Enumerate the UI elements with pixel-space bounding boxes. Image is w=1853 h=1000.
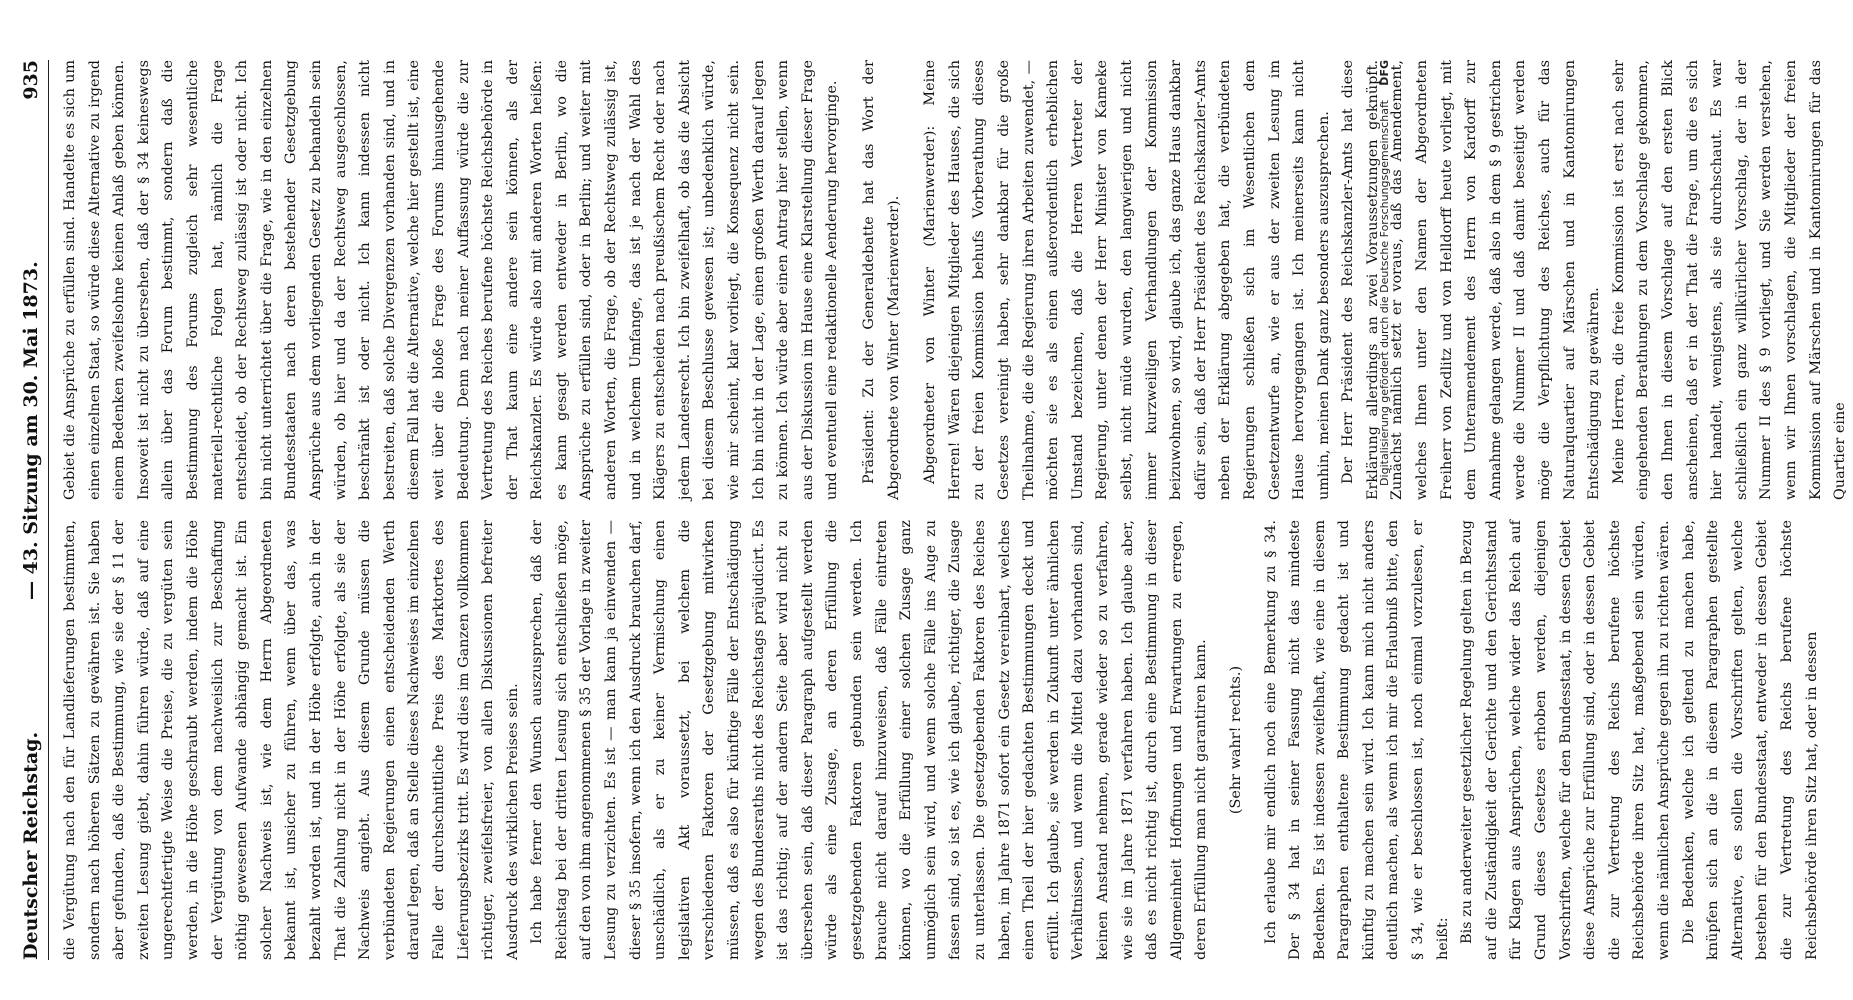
digitization-credit: Digitalisierung gefördert durch die Deutsche Forschungsgemeinschaft (1378, 100, 1391, 486)
paragraph: Abgeordneter von Winter (Marienwerder): Meine Herren! Wären diejenigen Mitglieder des Hauses, die sich zu der freien Kommission behufs Vorberathung dieses Gesetzes vereinigt haben, sehr dankbar für die große Theilnahme, die die Regierung ihren Arbeiten zuwendet, — möchten sie es als einen außerordentlich erheblichen Umstand bezeichnen, daß die Herren Vertreter der Regierung, unter denen der Herr Minister von Kameke selbst, nicht müde wurden, den langwierigen und nicht immer kurzweiligen Verhandlungen der Kommission beizuwohnen, so wird, glaube ich, das ganze Haus dankbar dafür sein, daß der Herr Präsident des Reichskanzler-Amts neben der Erklärung abgegeben hat, die verbündeten Regierungen schließen sich im Wesentlichen dem Gesetzentwurfe an, wie er aus der zweiten Lesung im Hause hervorgegangen ist. Ich meinerseits kann nicht umhin, meinen Dank ganz besonders auszusprechen. (922, 60, 1332, 500)
paragraph: Ich erlaube mir endlich noch eine Bemerkung zu § 34. Der § 34 hat in seiner Fassung nicht das mindeste Bedenken. Es ist indessen zweifelhaft, wie eine in diesem Paragraphen enthaltene Bestimmung gedacht ist und künftig zu machen sein wird. Ich kann mich nicht anders deutlich machen, als wenn ich mir die Erlaubniß bitte, den § 34, wie er beschlossen ist, noch einmal vorzulesen, er heißt: (1262, 520, 1451, 960)
paragraph: Ich habe ferner den Wunsch auszusprechen, daß der Reichstag bei der dritten Lesung sich entschließen möge, auf den von ihm angenommenen § 35 der Vorlage in zweiter Lesung zu verzichten. Es ist — man kann ja einwenden — dieser § 35 insofern, wenn ich den Ausdruck brauchen darf, unschädlich, als er zu keiner Vermischung einen legislativen Akt voraussetzt, bei welchem die verschiedenen Faktoren der Gesetzgebung mitwirken müssen, daß es also für künftige Fälle der Entschädigung wegen des Bundesraths nicht des Reichstags präjudicirt. Es ist das richtig; auf der andern Seite aber wird nicht zu übersehen sein, daß dieser Paragraph aufgestellt werden würde als eine Zusage, an deren Erfüllung die gesetzgebenden Faktoren gebunden sein werden. Ich brauche nicht darauf hinzuweisen, daß Fälle eintreten können, wo die Erfüllung einer solchen Zusage ganz unmöglich sein wird, und wenn solche Fälle ins Auge zu fassen sind, so ist es, wie ich glaube, richtiger, die Zusage zu unterlassen. Die gesetzgebenden Faktoren des Reiches haben, im Jahre 1871 sofort ein Gesetz vereinbart, welches einen Theil der hier gedachten Bestimmungen deckt und erfüllt. Ich glaube, sie werden in Zukunft unter ähnlichen Verhältnissen, und wenn die Mittel dazu vorhanden sind, keinen Anstand nehmen, gerade wieder so zu verfahren, wie sie im Jahre 1871 verfahren haben. Ich glaube aber, daß es nicht richtig ist, durch eine Bestimmung in dieser Allgemeinheit Hoffnungen und Erwartungen zu erregen, deren Erfüllung man nicht garantiren kann. (529, 520, 1210, 960)
applause-note: (Sehr wahr! rechts.) (1227, 665, 1244, 815)
paragraph: Meine Herren, die freie Kommission ist erst nach sehr eingehenden Berathungen zu dem Vorschlage gekommen, den Ihnen in diesem Vorschlage auf den ersten Blick anscheinen, daß er in der That die Frage, um die es sich hier handelt, wenigstens, als sie durchschaut. Es war schließlich ein ganz willkürlicher Vorschlag, der in der Nummer II des § 9 vorliegt, und Sie werden verstehen, wenn wir Ihnen vorschlagen, die Mitglieder der freien Kommission auf Märschen und in Kantonnirungen für das Quartier eine (1610, 60, 1849, 500)
dfg-logo: DFG (1378, 60, 1391, 86)
session-title: — 43. Sitzung am 30. Mai 1873. (20, 261, 42, 600)
left-column (58, 520, 1820, 960)
page-number: 935 (20, 60, 42, 100)
paragraph: Gebiet die Ansprüche zu erfüllen sind. Handelte es sich um einen einzelnen Staat, so würde diese Alternative zu irgend einem Bedenken zweifelsohne keinen Anlaß geben können. Insoweit ist nicht zu übersehen, daß der § 34 keineswegs allein über das Forum bestimmt, sondern daß die Bestimmung des Forums zugleich sehr wesentliche materiell-rechtliche Folgen hat, nämlich die Frage entscheidet, ob der Rechtsweg zulässig ist oder nicht. Ich bin nicht unterrichtet über die Frage, wie in den einzelnen Bundesstaaten nach deren bestehender Gesetzgebung Ansprüche aus dem vorliegenden Gesetz zu behandeln sein würden, ob hier und da der Rechtsweg ausgeschlossen, beschränkt ist oder nicht. Ich kann indessen nicht bestreiten, daß solche Divergenzen vorhanden sind, und in diesem Fall hat die Alternative, welche hier gestellt ist, eine weit über die bloße Frage des Forums hinausgehende Bedeutung. Denn nach meiner Auffassung würde die zur Vertretung des Reiches berufene höchste Reichsbehörde in der That kaum eine andere sein können, als der Reichskanzler. Es würde also mit anderen Worten heißen: es kann gesagt werden entweder in Berlin, wo die Ansprüche zu erfüllen sind, oder in Berlin; und weiter mit anderen Worten, die Frage, ob der Rechtsweg zulässig ist, und in welchem Umfange, das ist je nach der Wahl des Klägers zu entscheiden nach preußischem Recht oder nach jedem Landesrecht. Ich bin zweifelhaft, ob das die Absicht bei diesem Beschlusse gewesen ist; unbedenklich würde, wie mir scheint, klar vorliegt, die Konsequenz nicht sein. Ich bin nicht in der Lage, einen großen Werth darauf legen zu können. Ich würde aber einen Antrag hier stellen, wenn aus der Diskussion im Hause eine Klarstellung dieser Frage und eventuell eine redaktionelle Aenderung hervorginge. (62, 60, 841, 500)
quoted-paragraph: Bis zu anderweiter gesetzlicher Regelung gelten in Bezug auf die Zuständigkeit der Gerichte und den Gerichtsstand für Klagen aus Ansprüchen, welche wider das Reich auf Grund dieses Gesetzes erhoben werden, diejenigen Vorschriften, welche für den Bundesstaat, in dessen Gebiet diese Ansprüche zur Erfüllung sind, oder in dessen Gebiet die zur Vertretung des Reichs berufene höchste Reichsbehörde ihren Sitz hat, maßgebend sein würden, wenn die nämlichen Ansprüche gegen ihn zu richten wären. (1459, 520, 1672, 960)
paragraph: die Vergütung nach den für Landlieferungen bestimmten, sondern nach höheren Sätzen zu gewähren ist. Sie haben aber gefunden, daß die Bestimmung, wie sie der § 11 der zweiten Lesung giebt, dahin führen würde, daß auf eine ungerechtfertigte Weise die Preise, die zu vergüten sein werden, in die Höhe geschraubt werden, indem die Höhe der Vergütung von dem nachweislich zur Beschaffung nöthig gewesenen Aufwande abhängig gemacht ist. Ein solcher Nachweis ist, wie dem Herrn Abgeordneten bekannt ist, unsicher zu führen, wenn über das, was bezahlt worden ist, und in der Höhe erfolgte, auch in der That die Zahlung nicht in der Höhe erfolgte, als sie der Nachweis angiebt. Aus diesem Grunde müssen die verbündeten Regierungen einen entscheidenden Werth darauf legen, daß an Stelle dieses Nachweises im einzelnen Falle der durchschnittliche Preis des Marktortes des Lieferungsbezirks tritt. Es wird dies im Ganzen vollkommen richtiger, zweifelsfreier, von allen Diskussionen befreiter Ausdruck des wirklichen Preises sein. (62, 520, 521, 960)
paragraph: Der Herr Präsident des Reichskanzler-Amts hat diese Erklärung allerdings an zwei Voraussetzungen geknüpft. Zunächst nämlich setzt er voraus, daß das Amendement, welches Ihnen unter den Namen der Abgeordneten Freiherr von Zedlitz und von Helldorff heute vorliegt, mit dem Unteramendement des Herrn von Kardorff zur Annahme gelangen werde, daß also in dem § 9 gestrichen werde die Nummer II und daß damit beseitigt werden möge die Verpflichtung des Reiches, auch für das Naturalquartier auf Märschen und in Kantonnirungen Entschädigung zu gewähren. (1340, 60, 1603, 500)
paragraph: Die Bedenken, welche ich geltend zu machen habe, knüpfen sich an die in diesem Paragraphen gestellte Alternative, es sollen die Vorschriften gelten, welche bestehen für den Bundesstaat, entweder in dessen Gebiet die zur Vertretung des Reichs berufene höchste Reichsbehörde ihren Sitz hat, oder in dessen (1680, 520, 1820, 960)
page-header (18, 60, 49, 960)
page-footer (1378, 60, 1396, 960)
journal-title: Deutscher Reichstag. (20, 731, 42, 960)
president-statement: Präsident: Zu der Generaldebatte hat das Wort der Abgeordnete von Winter (Marienwerder). (861, 60, 902, 500)
